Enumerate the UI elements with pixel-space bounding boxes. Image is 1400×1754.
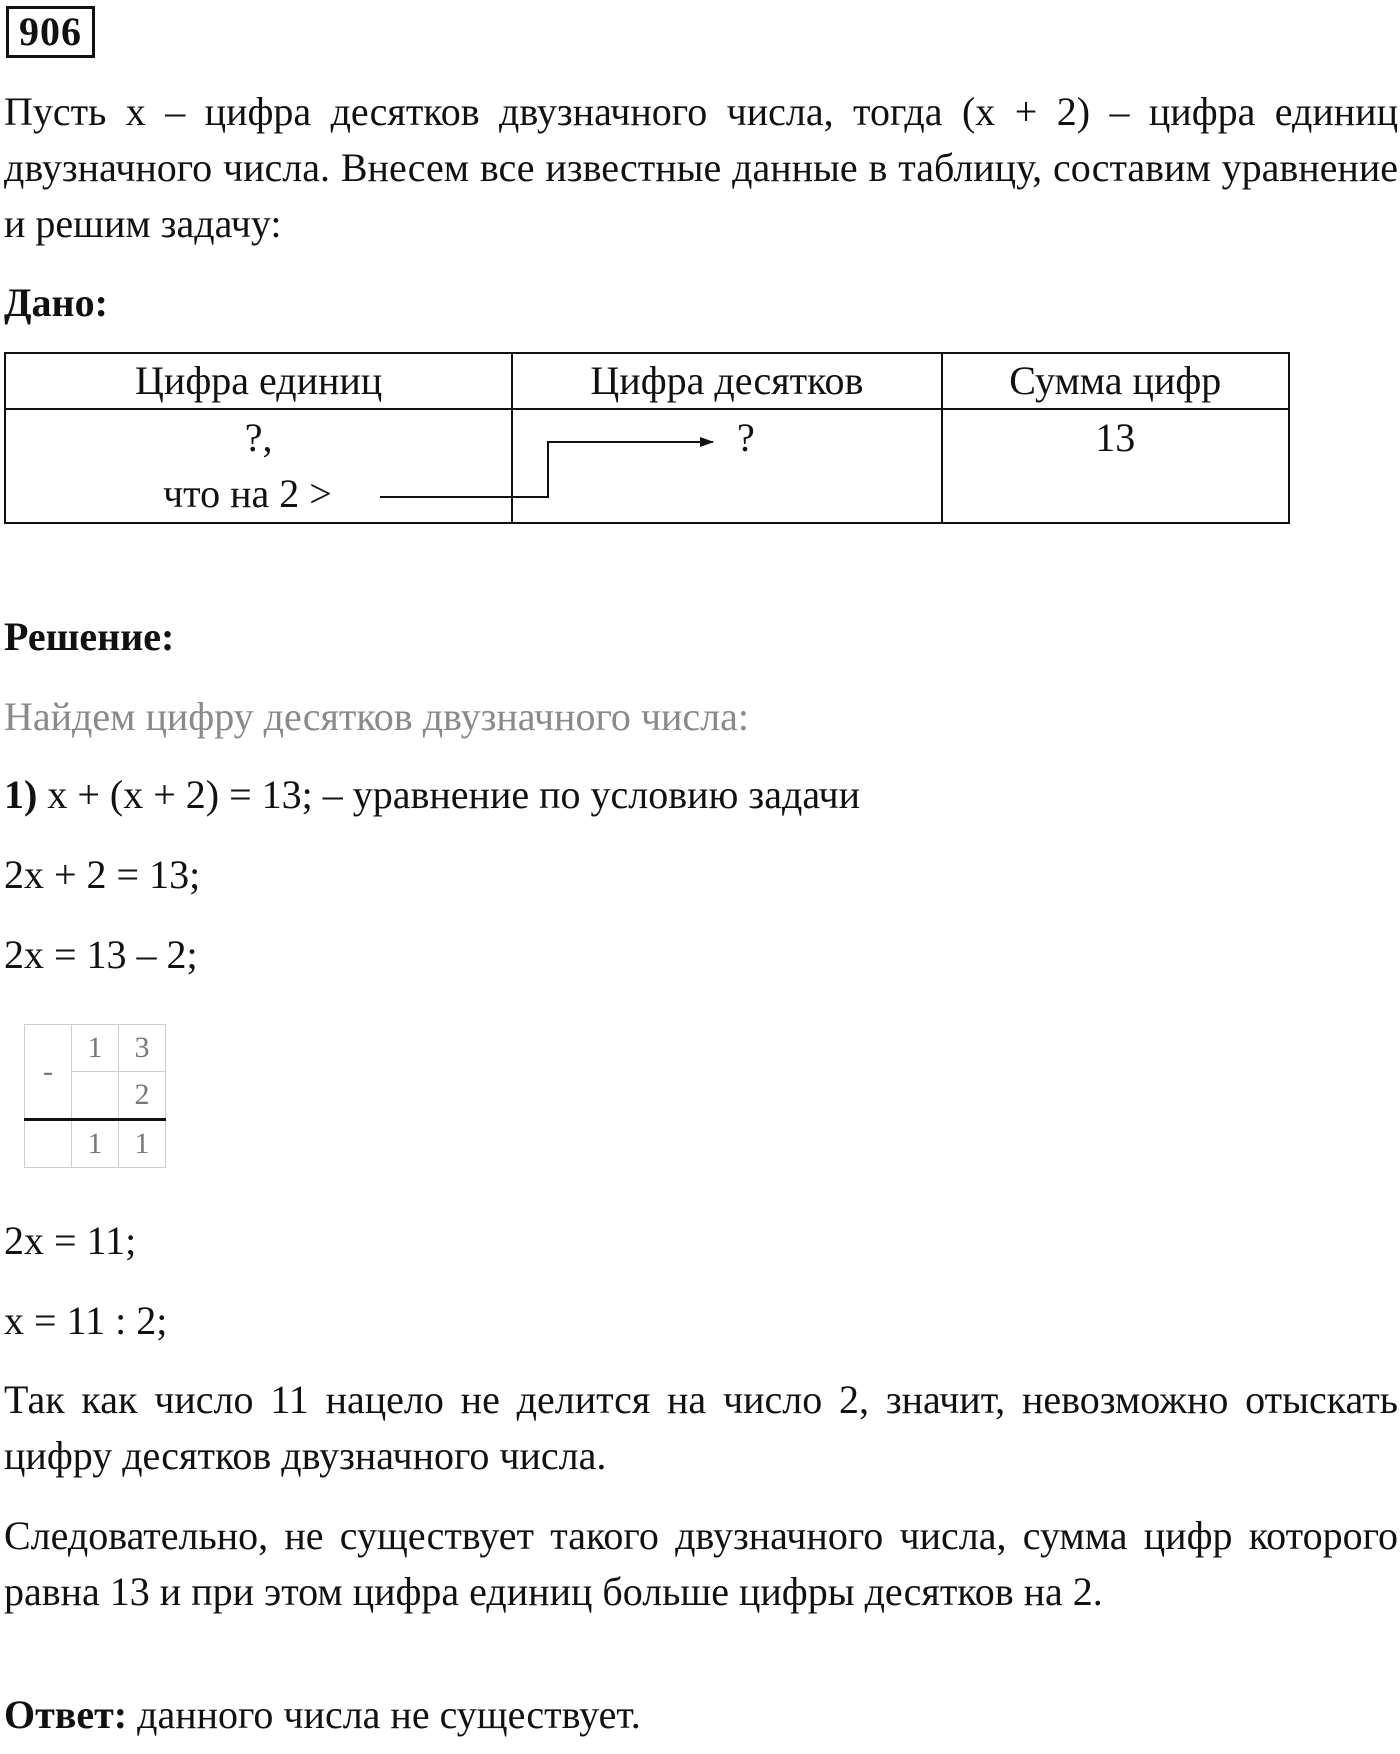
given-table-value-row xyxy=(5,409,1289,523)
step-hint: Найдем цифру десятков двузначного числа: xyxy=(4,694,749,739)
step1-line xyxy=(4,770,860,820)
minus-sign: - xyxy=(25,1025,72,1120)
conclusion-paragraph-2: Следовательно, не существует такого двузначного числа, сумма цифр которого равна 13 и при этом цифра единиц больше цифры десятков на 2. xyxy=(4,1513,1398,1614)
answer-line xyxy=(4,1690,641,1740)
digit-cell: 1 xyxy=(72,1120,119,1168)
task-number: 906 xyxy=(6,6,95,58)
equation-4: 2x = 11; xyxy=(4,1218,137,1263)
tens-question: ? xyxy=(737,415,755,460)
cell-tens-digit xyxy=(512,409,941,523)
digit-cell: 3 xyxy=(119,1025,166,1072)
given-table-header-row xyxy=(5,353,1289,409)
digit-cell: 1 xyxy=(72,1025,119,1072)
answer-text: данного числа не существует. xyxy=(137,1692,641,1737)
given-heading: Дано: xyxy=(4,280,108,325)
intro-paragraph: Пусть x – цифра десятков двузначного числа, тогда (x + 2) – цифра единиц двузначного числа. Внесем все известные данные в таблицу, составим уравнение и решим задачу: xyxy=(4,89,1398,246)
column-subtraction xyxy=(24,1024,166,1168)
header-tens-digit: Цифра десятков xyxy=(512,353,941,409)
answer-label: Ответ: xyxy=(4,1692,128,1737)
equation-2: 2x + 2 = 13; xyxy=(4,852,201,897)
header-digit-sum: Сумма цифр xyxy=(942,353,1289,409)
units-condition: что на 2 > xyxy=(163,471,332,516)
digit-cell: 1 xyxy=(119,1120,166,1168)
cell-units-digit xyxy=(5,409,512,523)
units-question: ?, xyxy=(244,415,273,460)
given-table xyxy=(4,352,1290,524)
subtraction-row-minuend xyxy=(25,1025,166,1072)
header-units-digit: Цифра единиц xyxy=(5,353,512,409)
sum-value: 13 xyxy=(1095,415,1136,460)
digit-cell xyxy=(72,1072,119,1120)
conclusion-paragraph-1: Так как число 11 нацело не делится на число 2, значит, невозможно отыскать цифру десятков двузначного числа. xyxy=(4,1377,1398,1478)
solution-heading: Решение: xyxy=(4,614,175,659)
cell-digit-sum xyxy=(942,409,1289,523)
step1-label: 1) xyxy=(4,772,38,817)
digit-cell: 2 xyxy=(119,1072,166,1120)
digit-cell xyxy=(25,1120,72,1168)
subtraction-row-result xyxy=(25,1120,166,1168)
equation-5: x = 11 : 2; xyxy=(4,1298,168,1343)
equation-3: 2x = 13 – 2; xyxy=(4,932,198,977)
step1-equation: x + (x + 2) = 13; – уравнение по условию задачи xyxy=(47,772,861,817)
